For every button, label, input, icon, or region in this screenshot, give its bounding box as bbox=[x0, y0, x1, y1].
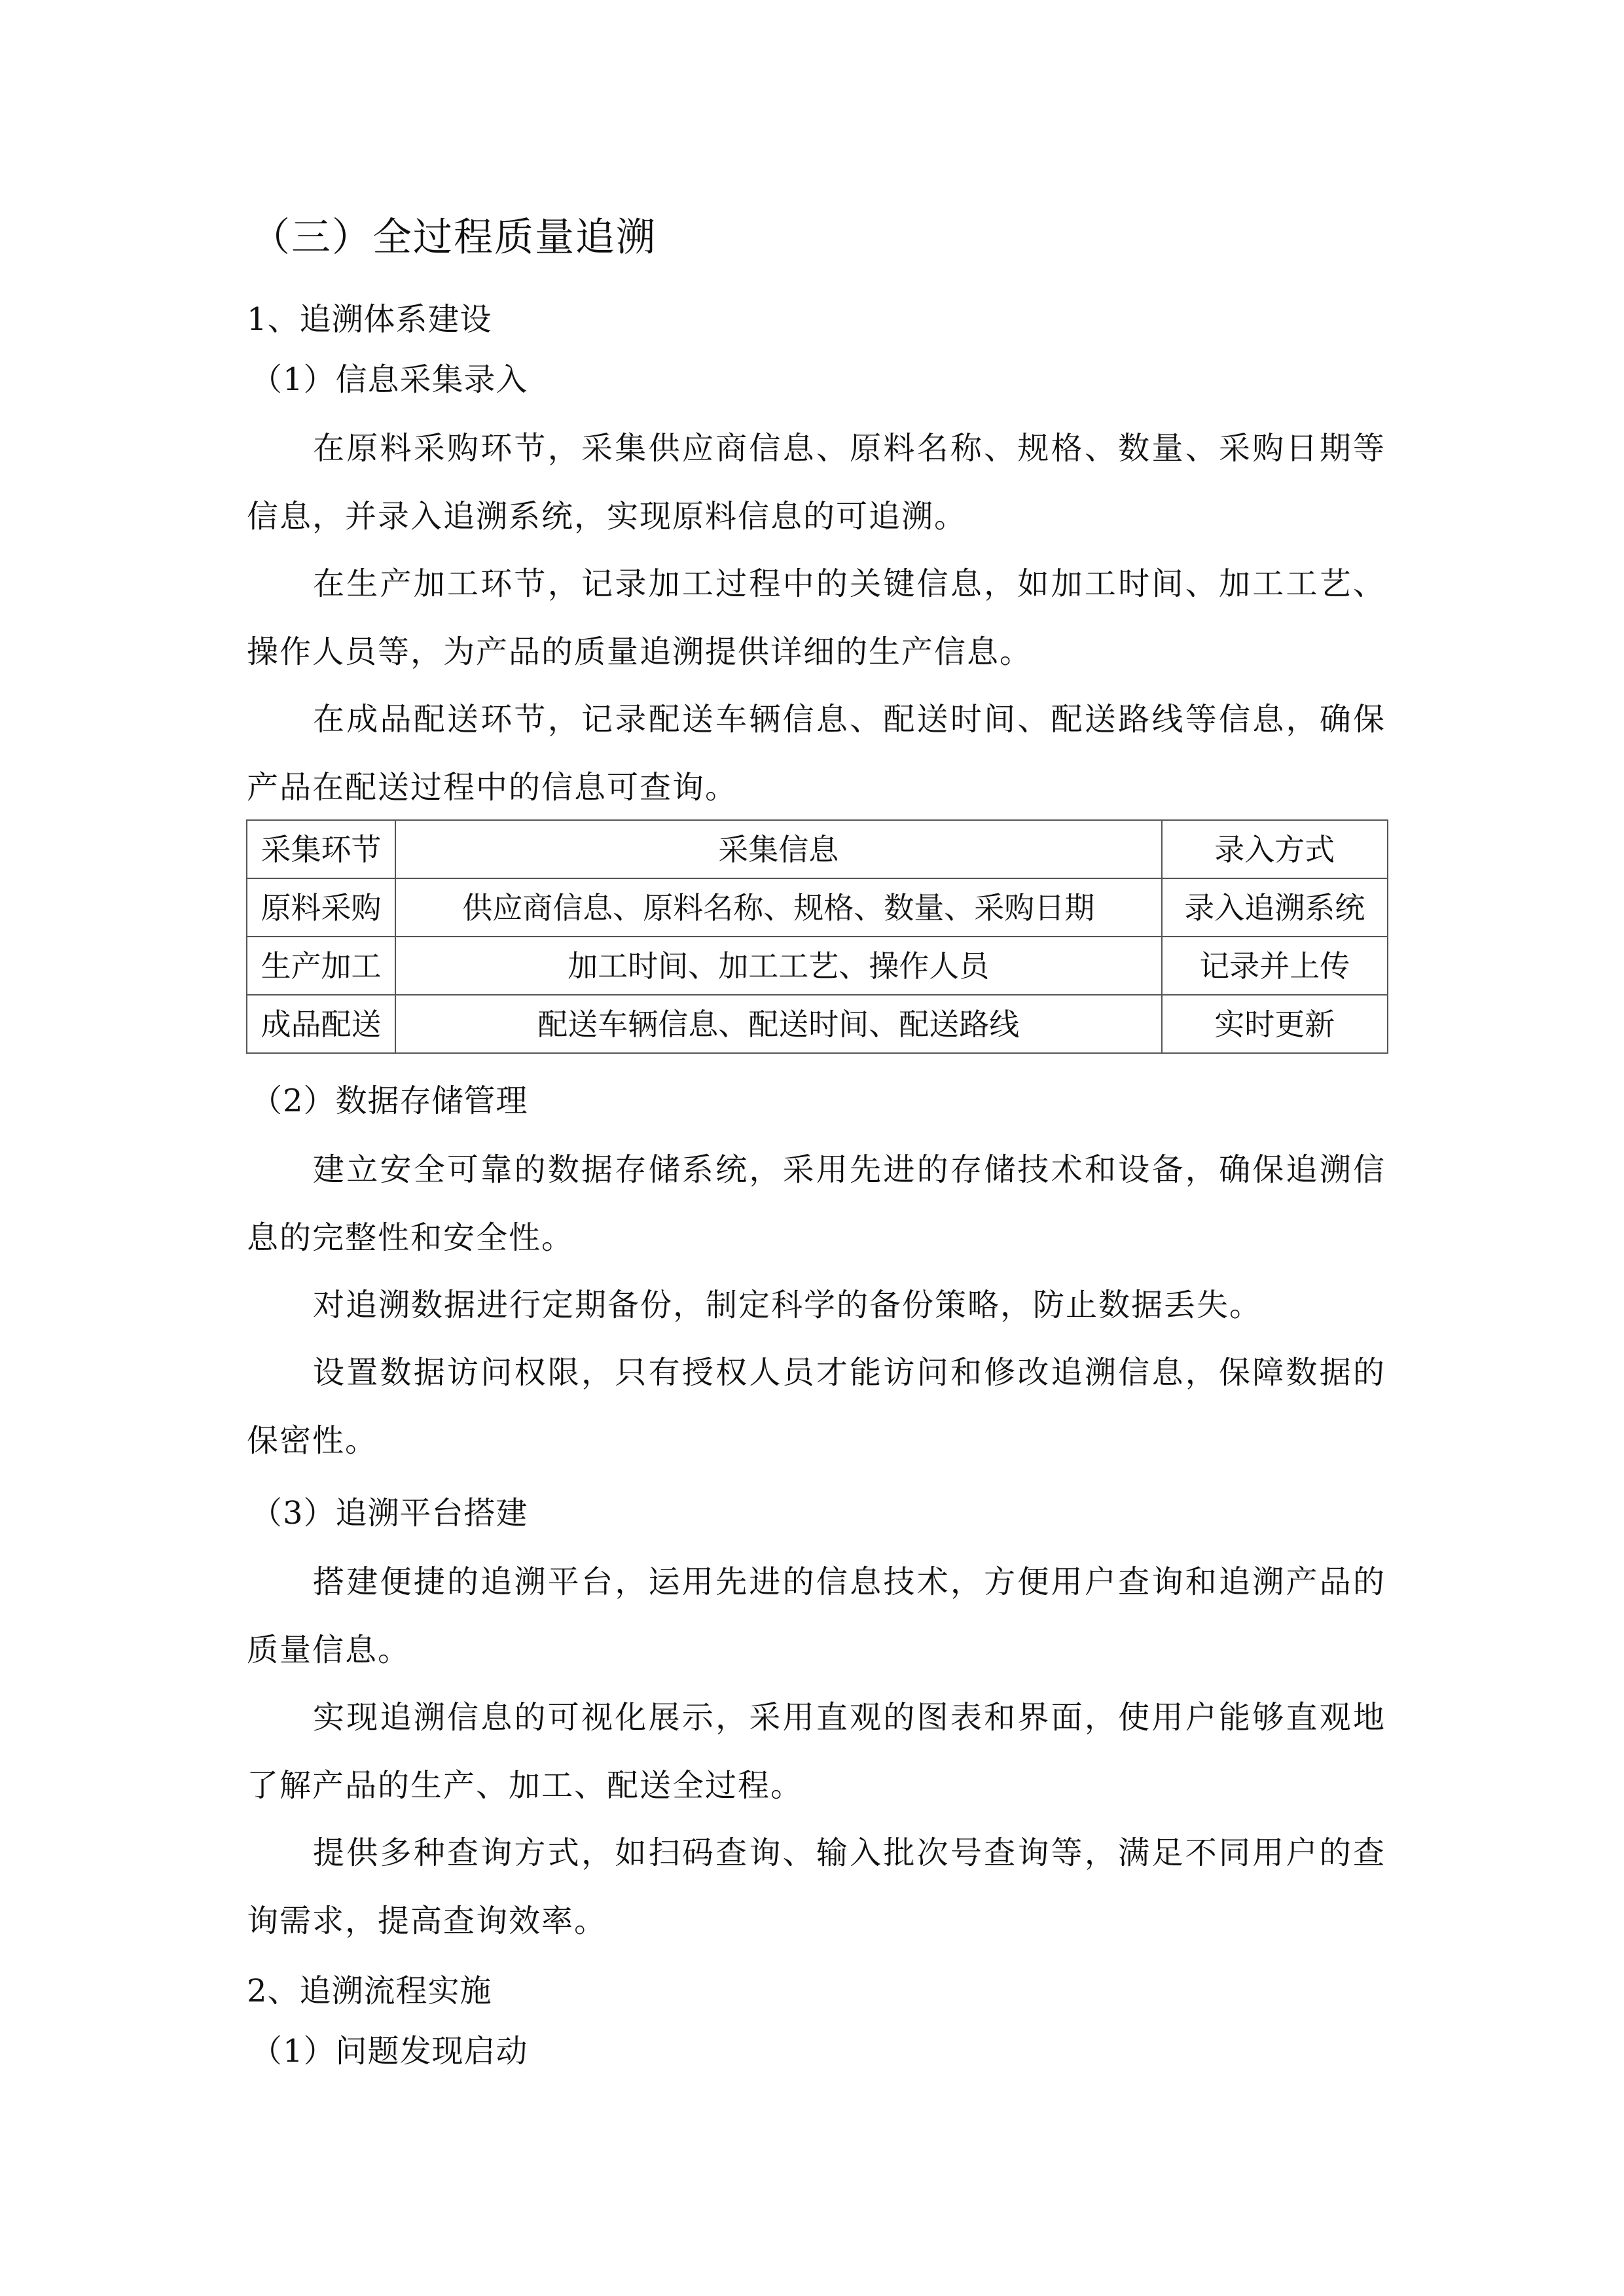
table-row bbox=[247, 995, 1388, 1053]
table-row bbox=[247, 937, 1388, 995]
paragraph: 在生产加工环节，记录加工过程中的关键信息，如加工时间、加工工艺、操作人员等，为产品的质量追溯提供详细的生产信息。 bbox=[247, 565, 1386, 670]
paragraph: 对追溯数据进行定期备份，制定科学的备份策略，防止数据丢失。 bbox=[313, 1287, 1263, 1323]
table-header-row bbox=[247, 820, 1388, 878]
table-header-cell: 录入方式 bbox=[1162, 820, 1388, 878]
section-title: （三）全过程质量追溯 bbox=[251, 215, 657, 260]
table-cell: 原料采购 bbox=[247, 878, 395, 937]
subheading-platform: （3）追溯平台搭建 bbox=[251, 1495, 528, 1532]
table-header-cell: 采集信息 bbox=[395, 820, 1161, 878]
heading-traceability-system: 1、追溯体系建设 bbox=[247, 301, 492, 338]
info-collection-table bbox=[246, 819, 1388, 1054]
table-cell: 记录并上传 bbox=[1162, 937, 1388, 995]
subheading-problem-discovery: （1）问题发现启动 bbox=[251, 2033, 528, 2070]
table-cell: 供应商信息、原料名称、规格、数量、采购日期 bbox=[395, 878, 1161, 937]
heading-traceability-process: 2、追溯流程实施 bbox=[247, 1973, 492, 2009]
table-cell: 录入追溯系统 bbox=[1162, 878, 1388, 937]
table-row bbox=[247, 878, 1388, 937]
paragraph: 在原料采购环节，采集供应商信息、原料名称、规格、数量、采购日期等信息，并录入追溯系统，实现原料信息的可追溯。 bbox=[247, 430, 1386, 535]
subheading-data-storage: （2）数据存储管理 bbox=[251, 1083, 528, 1119]
paragraph: 建立安全可靠的数据存储系统，采用先进的存储技术和设备，确保追溯信息的完整性和安全性。 bbox=[247, 1151, 1386, 1256]
table-cell: 实时更新 bbox=[1162, 995, 1388, 1053]
table-cell: 生产加工 bbox=[247, 937, 395, 995]
paragraph: 搭建便捷的追溯平台，运用先进的信息技术，方便用户查询和追溯产品的质量信息。 bbox=[247, 1564, 1386, 1668]
table-cell: 配送车辆信息、配送时间、配送路线 bbox=[395, 995, 1161, 1053]
subheading-info-collection: （1）信息采集录入 bbox=[251, 361, 528, 398]
table-cell: 加工时间、加工工艺、操作人员 bbox=[395, 937, 1161, 995]
paragraph: 在成品配送环节，记录配送车辆信息、配送时间、配送路线等信息，确保产品在配送过程中的信息可查询。 bbox=[247, 701, 1386, 806]
paragraph: 实现追溯信息的可视化展示，采用直观的图表和界面，使用户能够直观地了解产品的生产、加工、配送全过程。 bbox=[247, 1699, 1386, 1804]
table-cell: 成品配送 bbox=[247, 995, 395, 1053]
paragraph: 设置数据访问权限，只有授权人员才能访问和修改追溯信息，保障数据的保密性。 bbox=[247, 1354, 1386, 1459]
paragraph: 提供多种查询方式，如扫码查询、输入批次号查询等，满足不同用户的查询需求，提高查询效率。 bbox=[247, 1835, 1386, 1939]
table-header-cell: 采集环节 bbox=[247, 820, 395, 878]
